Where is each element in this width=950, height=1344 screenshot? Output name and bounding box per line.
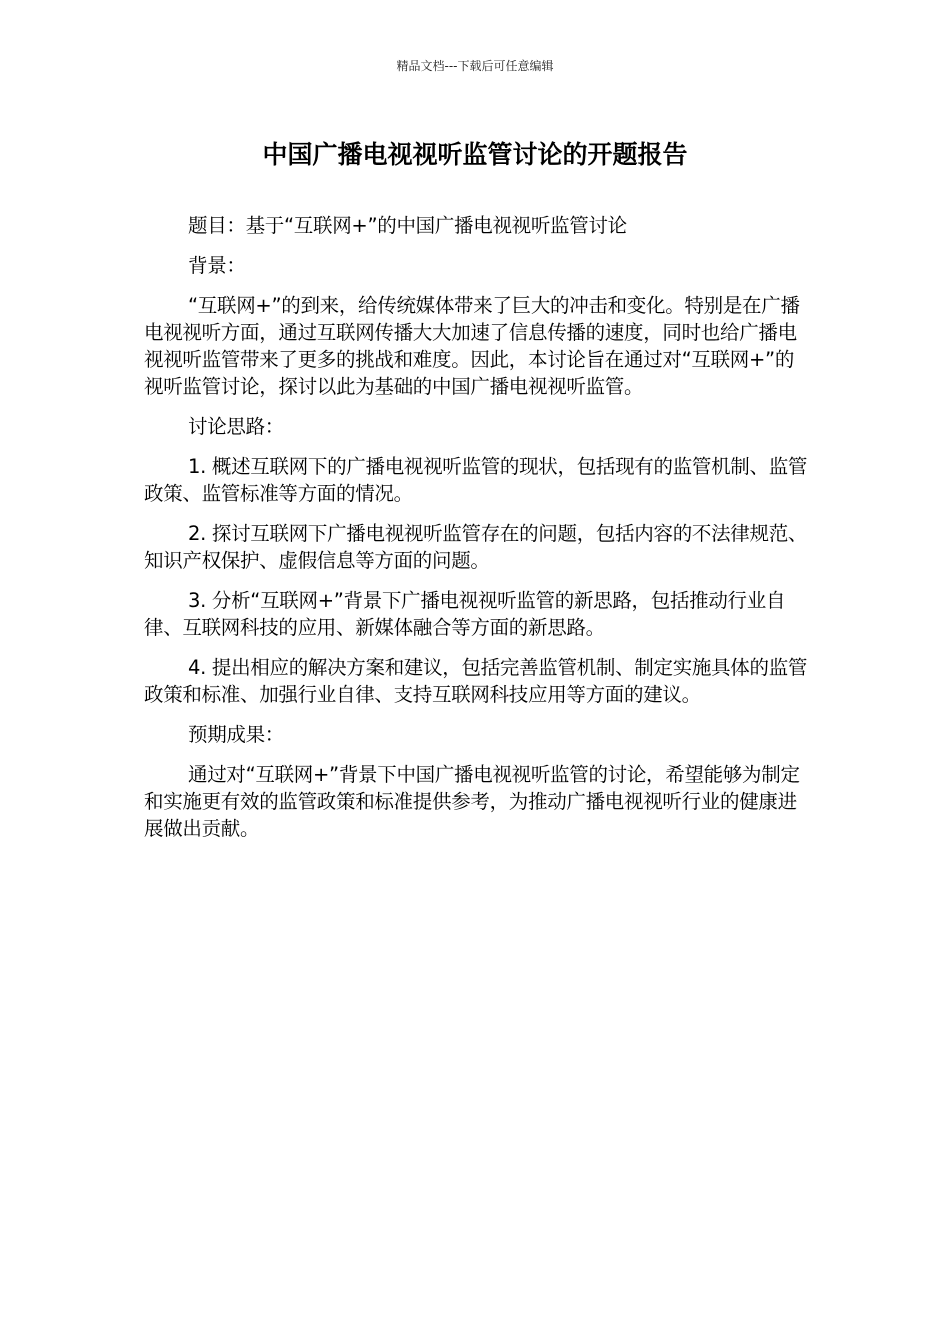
- heading-approach: 讨论思路：: [188, 415, 285, 438]
- document-title: 中国广播电视视听监管讨论的开题报告: [262, 140, 688, 169]
- paragraph-expected-results: 通过对“互联网+”背景下中国广播电视视听监管的讨论，希望能够为制定和实施更有效的监管政策和标准提供参考，为推动广播电视视听行业的健康进展做出贡献。: [144, 763, 800, 840]
- paragraph-background: “互联网+”的到来，给传统媒体带来了巨大的冲击和变化。特别是在广播电视视听方面，通过互联网传播大大加速了信息传播的速度，同时也给广播电视视听监管带来了更多的挑战和难度。因此，本讨论旨在通过对“互联网+”的视听监管讨论，探讨以此为基础的中国广播电视视听监管。: [144, 294, 800, 398]
- paragraph-approach-4: 4. 提出相应的解决方案和建议，包括完善监管机制、制定实施具体的监管政策和标准、加强行业自律、支持互联网科技应用等方面的建议。: [144, 656, 808, 706]
- paragraph-approach-1: 1. 概述互联网下的广播电视视听监管的现状，包括现有的监管机制、监管政策、监管标准等方面的情况。: [144, 455, 808, 505]
- heading-background: 背景：: [188, 254, 246, 277]
- paragraph-topic: 题目：基于“互联网+”的中国广播电视视听监管讨论: [188, 214, 627, 237]
- header-note: 精品文档---下载后可任意编辑: [396, 59, 554, 73]
- heading-expected-results: 预期成果：: [188, 723, 285, 746]
- paragraph-approach-2: 2. 探讨互联网下广播电视视听监管存在的问题，包括内容的不法律规范、知识产权保护、虚假信息等方面的问题。: [144, 522, 808, 572]
- paragraph-approach-3: 3. 分析“互联网+”背景下广播电视视听监管的新思路，包括推动行业自律、互联网科技的应用、新媒体融合等方面的新思路。: [144, 589, 786, 639]
- document-body: [144, 212, 808, 855]
